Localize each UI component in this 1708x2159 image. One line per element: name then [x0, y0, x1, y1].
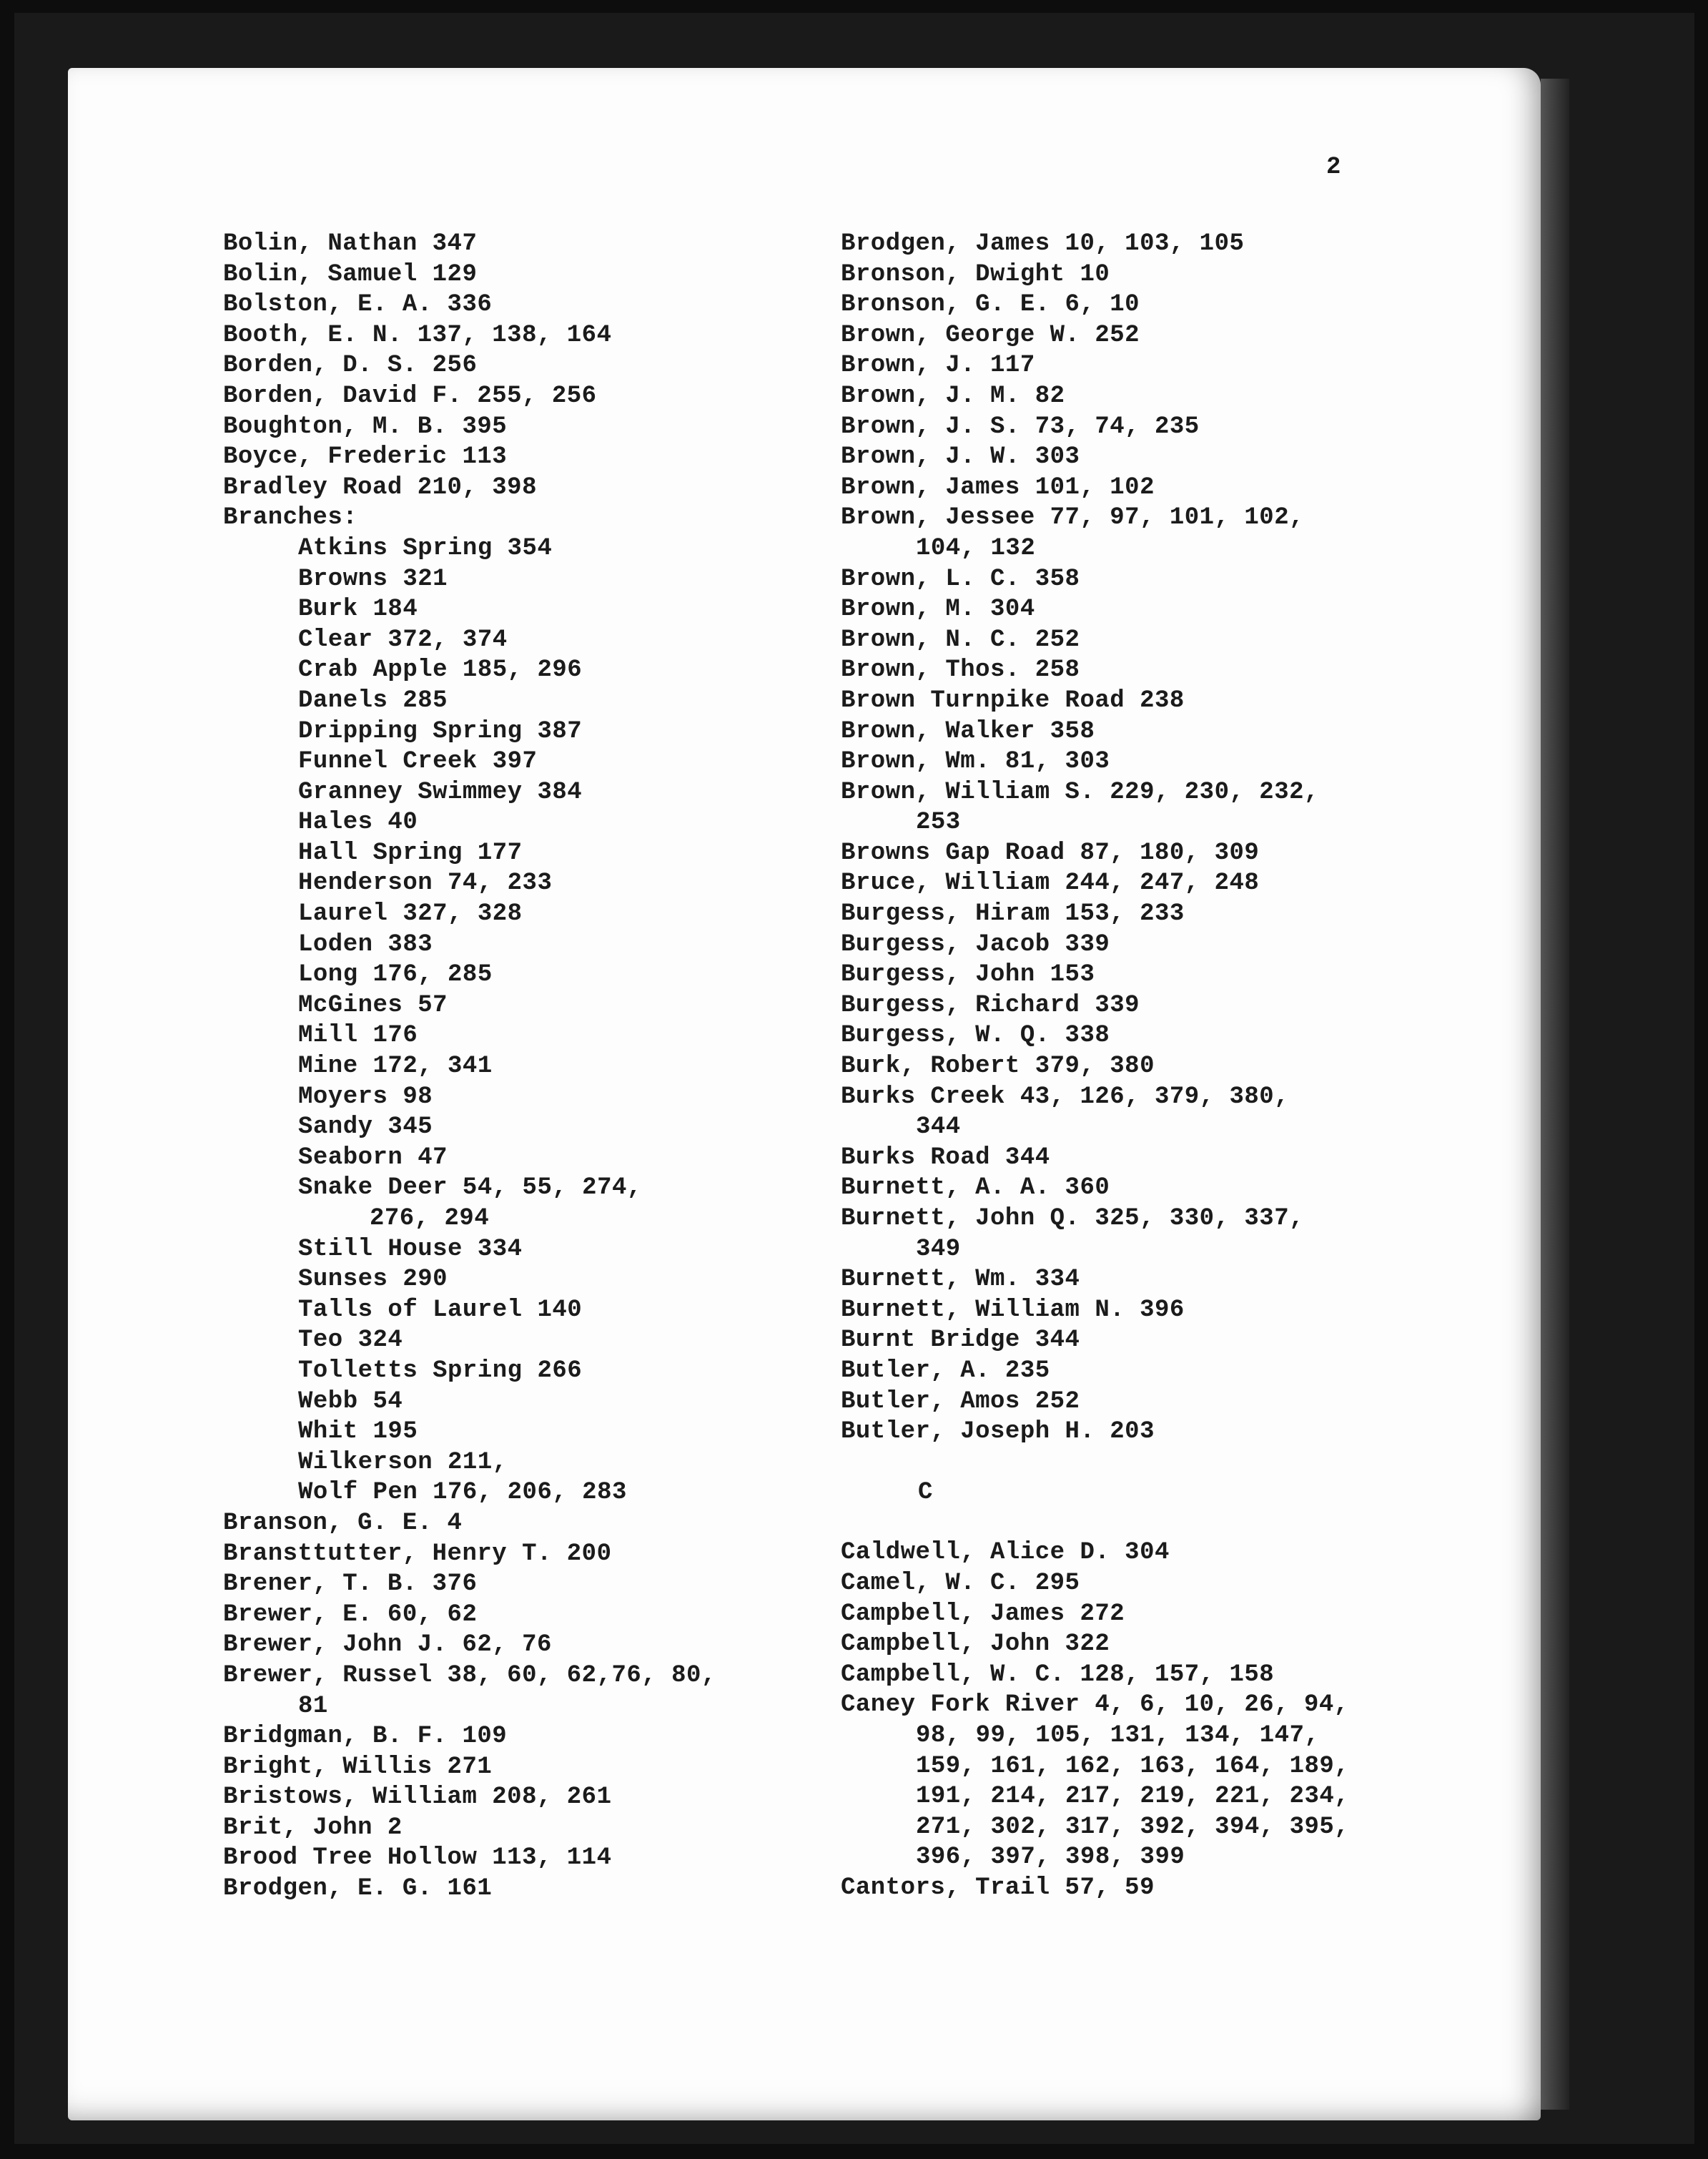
index-entry: Still House 334 [298, 1235, 523, 1263]
index-entry: Sandy 345 [298, 1113, 433, 1141]
index-entry: 104, 132 [916, 534, 1036, 562]
index-entry: Talls of Laurel 140 [298, 1296, 583, 1324]
index-entry: Brown, James 101, 102 [841, 473, 1155, 501]
index-entry: Long 176, 285 [298, 961, 493, 989]
index-entry: Brewer, Russel 38, 60, 62,76, 80, [223, 1661, 716, 1689]
index-entry: Butler, Joseph H. 203 [841, 1418, 1155, 1446]
index-entry: Bolston, E. A. 336 [223, 291, 493, 319]
index-entry: Mill 176 [298, 1022, 418, 1050]
index-entry: Hales 40 [298, 809, 418, 837]
index-entry: Boughton, M. B. 395 [223, 413, 508, 441]
index-entry: Brown, J. W. 303 [841, 443, 1080, 471]
index-entry: Booth, E. N. 137, 138, 164 [223, 321, 612, 349]
index-entry: Crab Apple 185, 296 [298, 656, 583, 684]
index-entry: Granney Swimmey 384 [298, 778, 583, 806]
index-entry: Browns 321 [298, 565, 448, 593]
index-entry: Burk 184 [298, 596, 418, 624]
index-entry: Whit 195 [298, 1418, 418, 1446]
index-entry: Brown, J. M. 82 [841, 382, 1065, 410]
index-entry: Brown, Wm. 81, 303 [841, 748, 1110, 776]
index-entry: Brewer, John J. 62, 76 [223, 1631, 552, 1659]
page-edge-shadow [1541, 79, 1569, 2110]
index-entry: Bransttutter, Henry T. 200 [223, 1540, 612, 1568]
index-entry: Brown, J. 117 [841, 352, 1035, 380]
index-entry: 344 [916, 1113, 961, 1141]
index-entry: Bradley Road 210, 398 [223, 473, 537, 501]
index-entry: Butler, Amos 252 [841, 1387, 1080, 1415]
index-entry: Brewer, E. 60, 62 [223, 1600, 478, 1628]
index-entry: Henderson 74, 233 [298, 870, 553, 897]
page-number: 2 [1326, 154, 1341, 181]
index-entry: Burgess, W. Q. 338 [841, 1022, 1110, 1050]
index-entry: Burgess, Hiram 153, 233 [841, 900, 1185, 928]
index-entry: Wilkerson 211, [298, 1448, 508, 1476]
index-entry: Brit, John 2 [223, 1814, 403, 1841]
index-entry: Funnel Creek 397 [298, 748, 538, 776]
index-entry: Seaborn 47 [298, 1144, 448, 1171]
index-entry: Bolin, Samuel 129 [223, 260, 478, 288]
index-entry: Campbell, W. C. 128, 157, 158 [841, 1661, 1275, 1688]
index-entry: Brown, N. C. 252 [841, 626, 1080, 654]
index-entry: Branches: [223, 504, 358, 532]
index-entry: Browns Gap Road 87, 180, 309 [841, 839, 1260, 867]
index-entry: Moyers 98 [298, 1083, 433, 1111]
index-entry: Caldwell, Alice D. 304 [841, 1539, 1170, 1567]
index-entry: Mine 172, 341 [298, 1053, 493, 1081]
index-entry: Bronson, Dwight 10 [841, 260, 1110, 288]
index-entry: Brown, Jessee 77, 97, 101, 102, [841, 504, 1305, 532]
index-entry: Dripping Spring 387 [298, 717, 583, 745]
index-entry: Laurel 327, 328 [298, 900, 523, 928]
index-entry: Bristows, William 208, 261 [223, 1784, 612, 1811]
index-entry: 396, 397, 398, 399 [916, 1844, 1185, 1872]
index-entry: Borden, David F. 255, 256 [223, 382, 597, 410]
index-entry: 81 [298, 1692, 328, 1720]
index-column-right [841, 229, 1470, 1903]
index-entry: Campbell, James 272 [841, 1600, 1125, 1628]
index-entry: Teo 324 [298, 1327, 403, 1354]
index-entry: Brown, George W. 252 [841, 321, 1140, 349]
index-entry: Burks Creek 43, 126, 379, 380, [841, 1083, 1290, 1111]
index-entry: Snake Deer 54, 55, 274, [298, 1174, 642, 1202]
index-entry: Brown, L. C. 358 [841, 565, 1080, 593]
index-entry: Bridgman, B. F. 109 [223, 1723, 508, 1751]
index-entry: Loden 383 [298, 930, 433, 958]
section-letter: C [918, 1478, 933, 1506]
index-entry: Danels 285 [298, 687, 448, 714]
index-entry: Brodgen, E. G. 161 [223, 1875, 493, 1903]
index-entry: Wolf Pen 176, 206, 283 [298, 1479, 627, 1507]
index-entry: Bolin, Nathan 347 [223, 230, 478, 257]
index-entry: Burgess, John 153 [841, 961, 1095, 989]
index-entry: 253 [916, 809, 961, 837]
index-entry: Brener, T. B. 376 [223, 1570, 478, 1598]
index-entry: Brown Turnpike Road 238 [841, 687, 1185, 714]
index-entry: Brown, M. 304 [841, 596, 1035, 624]
index-entry: 159, 161, 162, 163, 164, 189, [916, 1752, 1350, 1780]
index-entry: Brown, J. S. 73, 74, 235 [841, 413, 1200, 441]
index-entry: Borden, D. S. 256 [223, 352, 478, 380]
index-entry: Burk, Robert 379, 380 [841, 1053, 1155, 1081]
index-entry: Butler, A. 235 [841, 1357, 1050, 1385]
index-entry: 191, 214, 217, 219, 221, 234, [916, 1783, 1350, 1811]
index-entry: 349 [916, 1235, 961, 1263]
index-entry: Hall Spring 177 [298, 839, 523, 867]
index-entry: Atkins Spring 354 [298, 534, 553, 562]
index-entry: McGines 57 [298, 991, 448, 1019]
index-entry: Bright, Willis 271 [223, 1753, 493, 1781]
index-entry: 271, 302, 317, 392, 394, 395, [916, 1813, 1350, 1841]
index-entry: 276, 294 [370, 1205, 490, 1232]
index-entry: Brodgen, James 10, 103, 105 [841, 230, 1245, 257]
index-entry: Bronson, G. E. 6, 10 [841, 291, 1140, 319]
index-entry: Burks Road 344 [841, 1144, 1050, 1171]
index-entry: Burgess, Richard 339 [841, 991, 1140, 1019]
index-entry: Webb 54 [298, 1387, 403, 1415]
index-entry: Sunses 290 [298, 1266, 448, 1294]
index-entry: Burgess, Jacob 339 [841, 930, 1110, 958]
index-entry: Cantors, Trail 57, 59 [841, 1874, 1155, 1902]
index-entry: Campbell, John 322 [841, 1631, 1110, 1658]
index-entry: Branson, G. E. 4 [223, 1509, 463, 1537]
index-entry: Clear 372, 374 [298, 626, 508, 654]
index-entry: Tolletts Spring 266 [298, 1357, 583, 1385]
index-entry: Brood Tree Hollow 113, 114 [223, 1844, 612, 1872]
index-entry: Burnett, Wm. 334 [841, 1266, 1080, 1294]
index-entry: Burnett, John Q. 325, 330, 337, [841, 1205, 1305, 1232]
index-entry: Burnett, William N. 396 [841, 1296, 1185, 1324]
index-entry: Caney Fork River 4, 6, 10, 26, 94, [841, 1691, 1349, 1719]
index-entry: Brown, Walker 358 [841, 717, 1095, 745]
index-entry: Burnett, A. A. 360 [841, 1174, 1110, 1202]
index-entry: Brown, Thos. 258 [841, 656, 1080, 684]
index-entry: Burnt Bridge 344 [841, 1327, 1080, 1354]
index-entry: Brown, William S. 229, 230, 232, [841, 778, 1319, 806]
index-entry: Camel, W. C. 295 [841, 1569, 1080, 1597]
index-entry: Bruce, William 244, 247, 248 [841, 870, 1260, 897]
index-column-left [223, 229, 852, 1904]
index-entry: 98, 99, 105, 131, 134, 147, [916, 1721, 1320, 1749]
index-entry: Boyce, Frederic 113 [223, 443, 508, 471]
